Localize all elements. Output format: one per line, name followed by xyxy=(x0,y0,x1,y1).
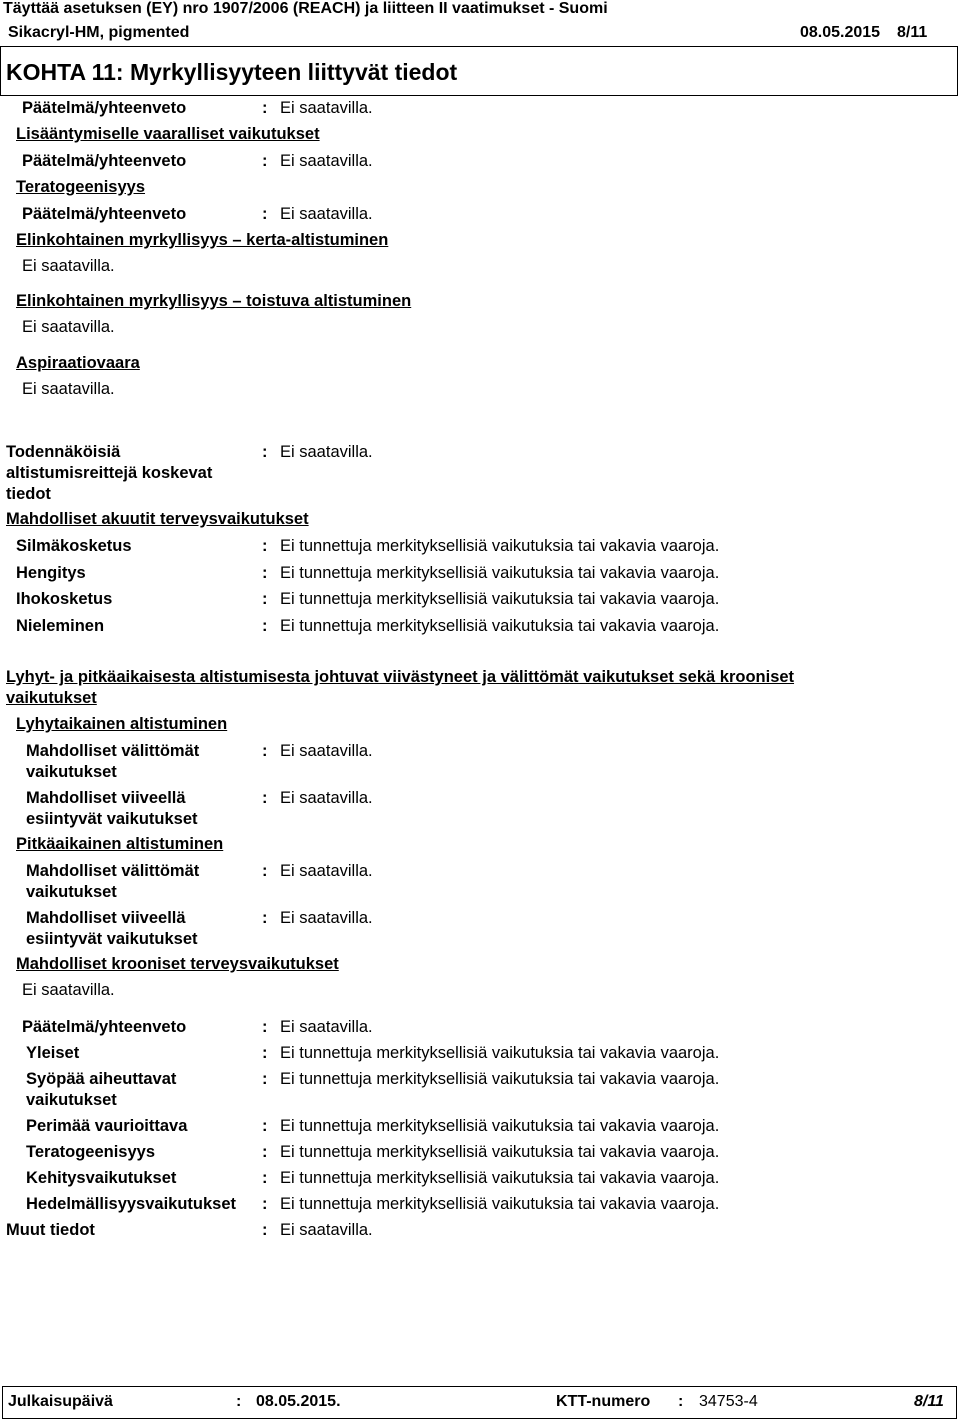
product-name: Sikacryl-HM, pigmented xyxy=(8,24,190,41)
long-immediate-value: Ei saatavilla. xyxy=(280,862,373,880)
immediate-effects-label-line1: Mahdolliset välittömät xyxy=(26,862,200,880)
ktt-number-label: KTT-numero xyxy=(556,1393,651,1410)
conclusion-label: Päätelmä/yhteenveto xyxy=(22,1018,187,1036)
conclusion-value: Ei saatavilla. xyxy=(280,99,373,117)
footer-page-number: 8/11 xyxy=(914,1393,944,1410)
inhalation-value: Ei tunnettuja merkityksellisiä vaikutuksia tai vakavia vaaroja. xyxy=(280,564,720,582)
header-date: 08.05.2015 xyxy=(800,24,881,41)
colon: : xyxy=(262,909,268,927)
stot-single-heading: Elinkohtainen myrkyllisyys – kerta-altistuminen xyxy=(16,231,389,249)
colon: : xyxy=(262,1143,268,1161)
conclusion-value: Ei saatavilla. xyxy=(280,1018,373,1036)
ingestion-label: Nieleminen xyxy=(16,617,105,635)
routes-label-line2: altistumisreittejä koskevat xyxy=(6,464,213,482)
short-immediate-value: Ei saatavilla. xyxy=(280,742,373,760)
colon: : xyxy=(262,1070,268,1088)
fertility-effects-label: Hedelmällisyysvaikutukset xyxy=(26,1195,237,1213)
general-label: Yleiset xyxy=(26,1044,80,1062)
delayed-effects-label-line1: Mahdolliset viiveellä xyxy=(26,789,186,807)
colon: : xyxy=(262,590,268,608)
delayed-effects-label-line2: esiintyvät vaikutukset xyxy=(26,930,198,948)
eye-contact-value: Ei tunnettuja merkityksellisiä vaikutuksia tai vakavia vaaroja. xyxy=(280,537,720,555)
issue-date-value: 08.05.2015. xyxy=(256,1393,341,1410)
stot-single-value: Ei saatavilla. xyxy=(22,257,115,275)
colon: : xyxy=(262,205,268,223)
header-page-number: 8/11 xyxy=(897,24,928,41)
colon: : xyxy=(236,1393,242,1410)
conclusion-label: Päätelmä/yhteenveto xyxy=(22,99,187,117)
general-value: Ei tunnettuja merkityksellisiä vaikutuksia tai vakavia vaaroja. xyxy=(280,1044,720,1062)
colon: : xyxy=(262,617,268,635)
routes-label-line3: tiedot xyxy=(6,485,51,503)
issue-date-label: Julkaisupäivä xyxy=(8,1393,113,1410)
colon: : xyxy=(262,1169,268,1187)
teratogenicity-label: Teratogeenisyys xyxy=(26,1143,156,1161)
colon: : xyxy=(262,789,268,807)
carcinogenicity-label-line2: vaikutukset xyxy=(26,1091,117,1109)
immediate-effects-label-line1: Mahdolliset välittömät xyxy=(26,742,200,760)
reproductive-heading: Lisääntymiselle vaaralliset vaikutukset xyxy=(16,125,320,143)
conclusion-label: Päätelmä/yhteenveto xyxy=(22,205,187,223)
delayed-effects-heading-line2: vaikutukset xyxy=(6,689,97,707)
carcinogenicity-label-line1: Syöpää aiheuttavat xyxy=(26,1070,177,1088)
short-term-heading: Lyhytaikainen altistuminen xyxy=(16,715,228,733)
acute-effects-heading: Mahdolliset akuutit terveysvaikutukset xyxy=(6,510,309,528)
inhalation-label: Hengitys xyxy=(16,564,86,582)
colon: : xyxy=(262,1117,268,1135)
aspiration-heading: Aspiraatiovaara xyxy=(16,354,140,372)
mutagenicity-value: Ei tunnettuja merkityksellisiä vaikutuksia tai vakavia vaaroja. xyxy=(280,1117,720,1135)
colon: : xyxy=(262,1195,268,1213)
long-term-heading: Pitkäaikainen altistuminen xyxy=(16,835,224,853)
stot-repeated-value: Ei saatavilla. xyxy=(22,318,115,336)
colon: : xyxy=(262,1018,268,1036)
developmental-effects-value: Ei tunnettuja merkityksellisiä vaikutuksia tai vakavia vaaroja. xyxy=(280,1169,720,1187)
colon: : xyxy=(262,152,268,170)
routes-label-line1: Todennäköisiä xyxy=(6,443,121,461)
delayed-effects-label-line1: Mahdolliset viiveellä xyxy=(26,909,186,927)
aspiration-value: Ei saatavilla. xyxy=(22,380,115,398)
carcinogenicity-value: Ei tunnettuja merkityksellisiä vaikutuksia tai vakavia vaaroja. xyxy=(280,1070,720,1088)
other-info-value: Ei saatavilla. xyxy=(280,1221,373,1239)
conclusion-value: Ei saatavilla. xyxy=(280,205,373,223)
fertility-effects-value: Ei tunnettuja merkityksellisiä vaikutuksia tai vakavia vaaroja. xyxy=(280,1195,720,1213)
colon: : xyxy=(262,564,268,582)
short-delayed-value: Ei saatavilla. xyxy=(280,789,373,807)
eye-contact-label: Silmäkosketus xyxy=(16,537,132,555)
ingestion-value: Ei tunnettuja merkityksellisiä vaikutuksia tai vakavia vaaroja. xyxy=(280,617,720,635)
ktt-number-value: 34753-4 xyxy=(699,1393,758,1410)
colon: : xyxy=(262,1044,268,1062)
developmental-effects-label: Kehitysvaikutukset xyxy=(26,1169,177,1187)
section-title: KOHTA 11: Myrkyllisyyteen liittyvät tiedot xyxy=(6,59,458,85)
skin-contact-label: Ihokosketus xyxy=(16,590,113,608)
delayed-effects-heading-line1: Lyhyt- ja pitkäaikaisesta altistumisesta johtuvat viivästyneet ja välittömät vaikutukset sekä krooniset xyxy=(6,668,795,686)
colon: : xyxy=(262,1221,268,1239)
colon: : xyxy=(262,537,268,555)
long-delayed-value: Ei saatavilla. xyxy=(280,909,373,927)
colon: : xyxy=(262,742,268,760)
conclusion-label: Päätelmä/yhteenveto xyxy=(22,152,187,170)
colon: : xyxy=(262,99,268,117)
other-info-label: Muut tiedot xyxy=(6,1221,95,1239)
skin-contact-value: Ei tunnettuja merkityksellisiä vaikutuksia tai vakavia vaaroja. xyxy=(280,590,720,608)
chronic-effects-value: Ei saatavilla. xyxy=(22,981,115,999)
teratogenicity-heading: Teratogeenisyys xyxy=(16,178,146,196)
document-header-title: Täyttää asetuksen (EY) nro 1907/2006 (REACH) ja liitteen II vaatimukset - Suomi xyxy=(3,0,608,17)
routes-value: Ei saatavilla. xyxy=(280,443,373,461)
chronic-effects-heading: Mahdolliset krooniset terveysvaikutukset xyxy=(16,955,339,973)
colon: : xyxy=(678,1393,684,1410)
teratogenicity-value: Ei tunnettuja merkityksellisiä vaikutuksia tai vakavia vaaroja. xyxy=(280,1143,720,1161)
footer-box xyxy=(2,1386,957,1419)
colon: : xyxy=(262,443,268,461)
stot-repeated-heading: Elinkohtainen myrkyllisyys – toistuva altistuminen xyxy=(16,292,412,310)
immediate-effects-label-line2: vaikutukset xyxy=(26,763,117,781)
delayed-effects-label-line2: esiintyvät vaikutukset xyxy=(26,810,198,828)
immediate-effects-label-line2: vaikutukset xyxy=(26,883,117,901)
conclusion-value: Ei saatavilla. xyxy=(280,152,373,170)
colon: : xyxy=(262,862,268,880)
mutagenicity-label: Perimää vaurioittava xyxy=(26,1117,188,1135)
